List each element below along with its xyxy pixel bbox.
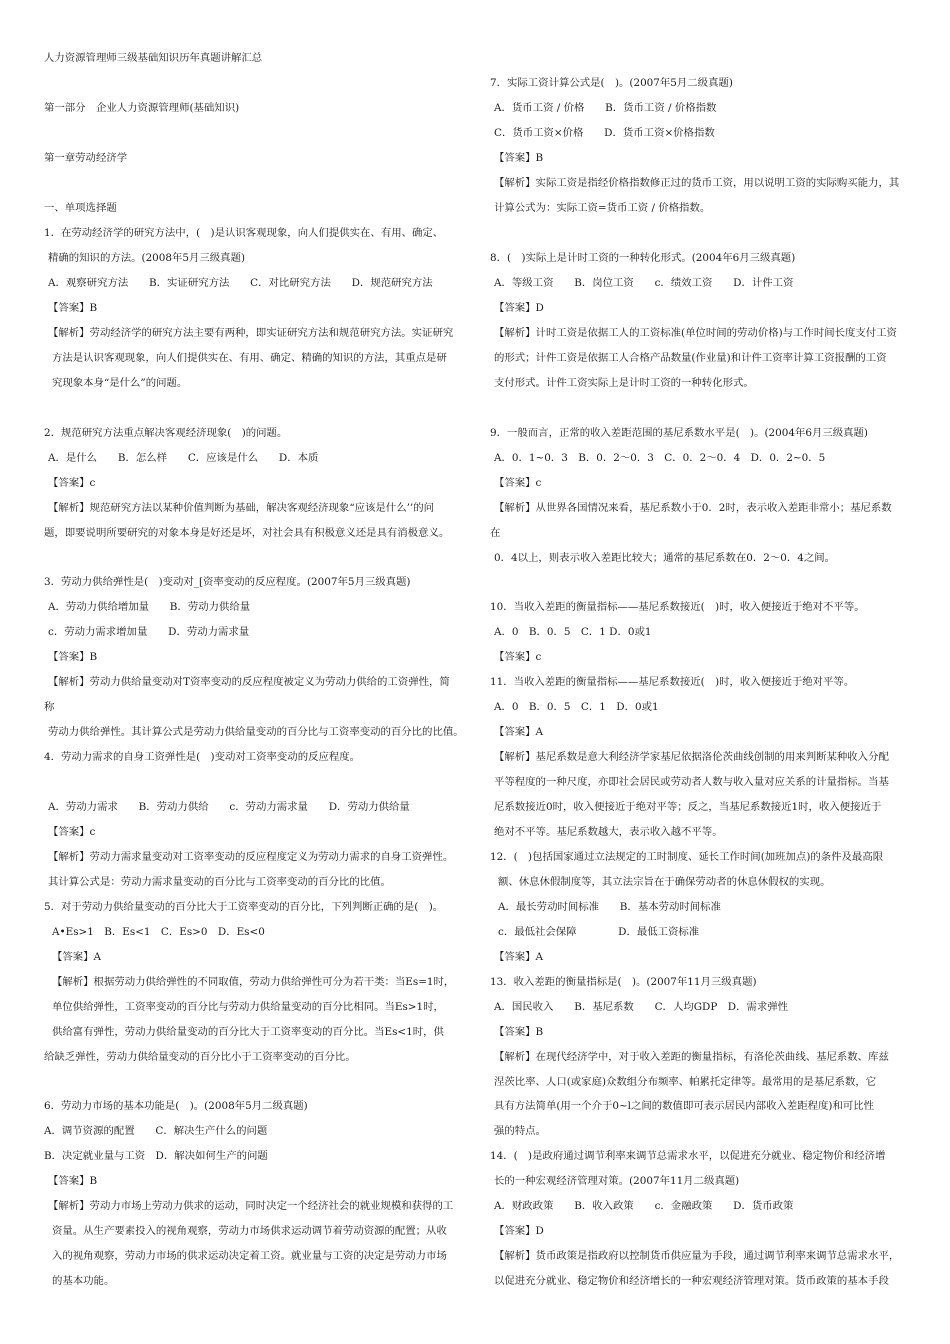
text-line: 【答案】c [48,826,96,838]
text-line: 5．对于劳动力供给量变动的百分比大于工资率变动的百分比，下列判断正确的是( )。 [44,901,444,913]
text-line: 具有方法简单(用一个介于0~l之间的数值即可表示居民内部收入差距程度)和可比性 [494,1100,875,1112]
text-line: 人力资源管理师三级基础知识历年真题讲解汇总 [44,52,263,64]
text-line: B．决定就业量与工资 D．解决如何生产的问题 [44,1150,268,1162]
text-line: 【答案】B [494,1026,544,1038]
text-line: 【答案】B [48,302,98,314]
text-line: 称 [44,701,55,713]
text-line: 【答案】D [494,302,544,314]
text-line: A．观察研究方法 B．实证研究方法 C．对比研究方法 D．规范研究方法 [48,277,433,289]
text-line: 【解析】劳动力需求量变动对工资率变动的反应程度定义为劳动力需求的自身工资弹性。 [48,851,454,863]
text-line: 平等程度的一种尺度，亦即社会居民或劳动者人数与收入量对应关系的计量指标。当基 [494,776,889,788]
text-line: 8．( )实际上是计时工资的一种转化形式。(2004年6月三级真题) [490,252,796,264]
text-line: 的形式；计件工资是依据工人合格产品数量(作业量)和计件工资率计算工资报酬的工资 [494,352,887,364]
text-line: 7．实际工资计算公式是( )。(2007年5月二级真题) [490,77,733,89]
text-line: 【答案】D [494,1225,544,1237]
text-line: 【解析】劳动经济学的研究方法主要有两种，即实证研究方法和规范研究方法。实证研究 [48,327,454,339]
text-line: 在 [490,527,501,539]
text-line: 【解析】根据劳动力供给弹性的不同取值，劳动力供给弹性可分为若干类：当Es=1时， [52,976,455,988]
text-line: 12．( )包括国家通过立法规定的工时制度、延长工作时间(加班加点)的条件及最高限 [490,851,884,863]
text-line: 资量。从生产要素投入的视角观察，劳动力市场供求运动调节着劳动资源的配置；从收 [52,1225,447,1237]
text-line: A．货币工资 / 价格 B．货币工资 / 价格指数 [494,102,717,114]
text-line: 精确的知识的方法。(2008年5月三级真题) [48,252,246,264]
text-line: c．劳动力需求增加量 D．劳动力需求量 [48,626,250,638]
text-line: 题，即要说明所要研究的对象本身是好还是坏，对社会具有积极意义还是具有消极意义。 [44,527,450,539]
text-line: 【答案】A [494,726,544,738]
text-line: 【解析】基尼系数是意大利经济学家基尼依据洛伦茨曲线创制的用来判断某种收入分配 [494,751,889,763]
text-line: A．国民收入 B．基尼系数 C．人均GDP D．需求弹性 [494,1001,789,1013]
text-line: 【答案】B [48,1175,98,1187]
text-line: 【解析】劳动力供给量变动对T资率变动的反应程度被定义为劳动力供给的工资弹性，简 [48,676,450,688]
text-line: 绝对不平等。基尼系数越大，表示收入越不平等。 [494,826,723,838]
text-line: A．财政政策 B．收入政策 c．金融政策 D．货币政策 [494,1200,794,1212]
text-line: 长的一种宏观经济管理对策。(2007年11月二级真题) [494,1175,740,1187]
text-line: 额、休息休假制度等，其立法宗旨在于确保劳动者的休息休假权的实现。 [498,876,831,888]
text-line: A．劳动力供给增加量 B．劳动力供给量 [48,601,251,613]
text-line: A．最长劳动时间标准 B．基本劳动时间标准 [498,901,721,913]
text-line: 支付形式。计件工资实际上是计时工资的一种转化形式。 [494,377,754,389]
text-line: 供给富有弹性，劳动力供给量变动的百分比大于工资率变动的百分比。当Es<1时，供 [52,1026,444,1038]
text-line: 的基本功能。 [52,1275,115,1287]
text-line: 【答案】c [494,651,542,663]
text-line: A．劳动力需求 B．劳动力供给 c．劳动力需求量 D．劳动力供给量 [48,801,410,813]
text-line: 【答案】c [494,477,542,489]
text-line: 11．当收入差距的衡量指标——基尼系数接近( )时，收入便接近于绝对平等。 [490,676,855,688]
text-line: A．是什么 B．怎么样 C．应该是什么 D．本质 [48,452,319,464]
text-line: 【解析】从世界各国情况来看，基尼系数小于0．2时，表示收入差距非常小；基尼系数 [494,502,892,514]
text-line: 1．在劳动经济学的研究方法中，( )是认识客观现象，向人们提供实在、有用、确定、 [44,227,444,239]
text-line: 【解析】货币政策是指政府以控制货币供应量为手段，通过调节利率来调节总需求水平， [494,1250,900,1262]
text-line: 【答案】c [48,477,96,489]
text-line: A．调节资源的配置 C．解决生产什么的问题 [44,1125,268,1137]
text-line: A．0．1~0．3 B．0．2～0．3 C．0．2～0．4 D．0．2~0．5 [494,452,826,464]
text-line: 3．劳动力供给弹性是( )变动对_[资率变动的反应程度。(2007年5月三级真题) [44,576,411,588]
text-line: 2．规范研究方法重点解决客观经济现象( )的问题。 [44,427,288,439]
text-line: 第一章劳动经济学 [44,152,128,164]
text-line: 入的视角观察，劳动力市场的供求运动决定着工资。就业量与工资的决定是劳动力市场 [52,1250,447,1262]
text-line: 10．当收入差距的衡量指标——基尼系数接近( )时，收入便接近于绝对不平等。 [490,601,865,613]
text-line: 计算公式为：实际工资=货币工资 / 价格指数。 [494,202,711,214]
text-line: A．0 B．0．5 C．1 D．0或1 [494,701,659,713]
text-line: 4．劳动力需求的自身工资弹性是( )变动对工资率变动的反应程度。 [44,751,361,763]
text-line: 9．一般而言，正常的收入差距范围的基尼系数水平是( )。(2004年6月三级真题) [490,427,868,439]
text-line: 6．劳动力市场的基本功能是( )。(2008年5月二级真题) [44,1100,308,1112]
text-line: 【答案】A [52,951,102,963]
text-line: A•Es>1 B．Es<1 C．Es>0 D．Es<0 [52,926,265,938]
text-line: 一、单项选择题 [44,202,117,214]
text-line: 【答案】B [48,651,98,663]
text-line: 【解析】劳动力市场上劳动力供求的运动，同时决定一个经济社会的就业规模和获得的工 [48,1200,454,1212]
text-line: 尼系数接近0时，收入便接近于绝对平等；反之，当基尼系数接近1时，收入便接近于 [494,801,882,813]
text-line: 【答案】A [494,951,544,963]
text-line: 给缺乏弹性，劳动力供给量变动的百分比小于工资率变动的百分比。 [44,1051,356,1063]
text-line: 【解析】实际工资是指经价格指数修正过的货币工资，用以说明工资的实际购买能力，其 [494,177,900,189]
text-line: 方法是认识客观现象，向人们提供实在、有用、确定、精确的知识的方法，其重点是研 [52,352,447,364]
text-line: 【解析】规范研究方法以某种价值判断为基础，解决客观经济现象“应该是什么’’的问 [48,502,434,514]
text-line: 以促进充分就业、稳定物价和经济增长的一种宏观经济管理对策。货币政策的基本手段 [494,1275,889,1287]
text-line: 其计算公式是：劳动力需求量变动的百分比与工资率变动的百分比的比值。 [48,876,391,888]
text-line: 14．( )是政府通过调节利率来调节总需求水平，以促进充分就业、稳定物价和经济增 [490,1150,886,1162]
text-line: 涅茨比率、人口(或家庭)众数组分布频率、帕累托定律等。最常用的是基尼系数，它 [494,1076,877,1088]
text-line: 强的特点。 [494,1125,546,1137]
text-line: A．等级工资 B．岗位工资 c．绩效工资 D．计件工资 [494,277,794,289]
text-line: 劳动力供给弹性。其计算公式是劳动力供给量变动的百分比与工资率变动的百分比的比值。 [48,726,464,738]
text-line: 第一部分 企业人力资源管理师(基础知识) [44,102,240,114]
text-line: 究现象本身“是什么”的问题。 [52,377,188,389]
text-line: 13．收入差距的衡量指标是( )。(2007年11月三级真题) [490,976,757,988]
text-line: 【解析】计时工资是依据工人的工资标准(单位时间的劳动价格)与工作时间长度支付工资 [494,327,897,339]
text-line: 单位供给弹性，工资率变动的百分比与劳动力供给量变动的百分比相同。当Es>1时， [52,1001,444,1013]
text-line: 【答案】B [494,152,544,164]
text-line: c．最低社会保障 D．最低工资标准 [498,926,700,938]
text-line: 0．4以上，则表示收入差距比较大；通常的基尼系数在0．2～0．4之间。 [494,552,835,564]
text-line: 【解析】在现代经济学中，对于收入差距的衡量指标，有洛伦茨曲线、基尼系数、库兹 [494,1051,889,1063]
text-line: C．货币工资×价格 D．货币工资×价格指数 [494,127,715,139]
text-line: A．0 B．0．5 C．1 D．0或1 [494,626,652,638]
